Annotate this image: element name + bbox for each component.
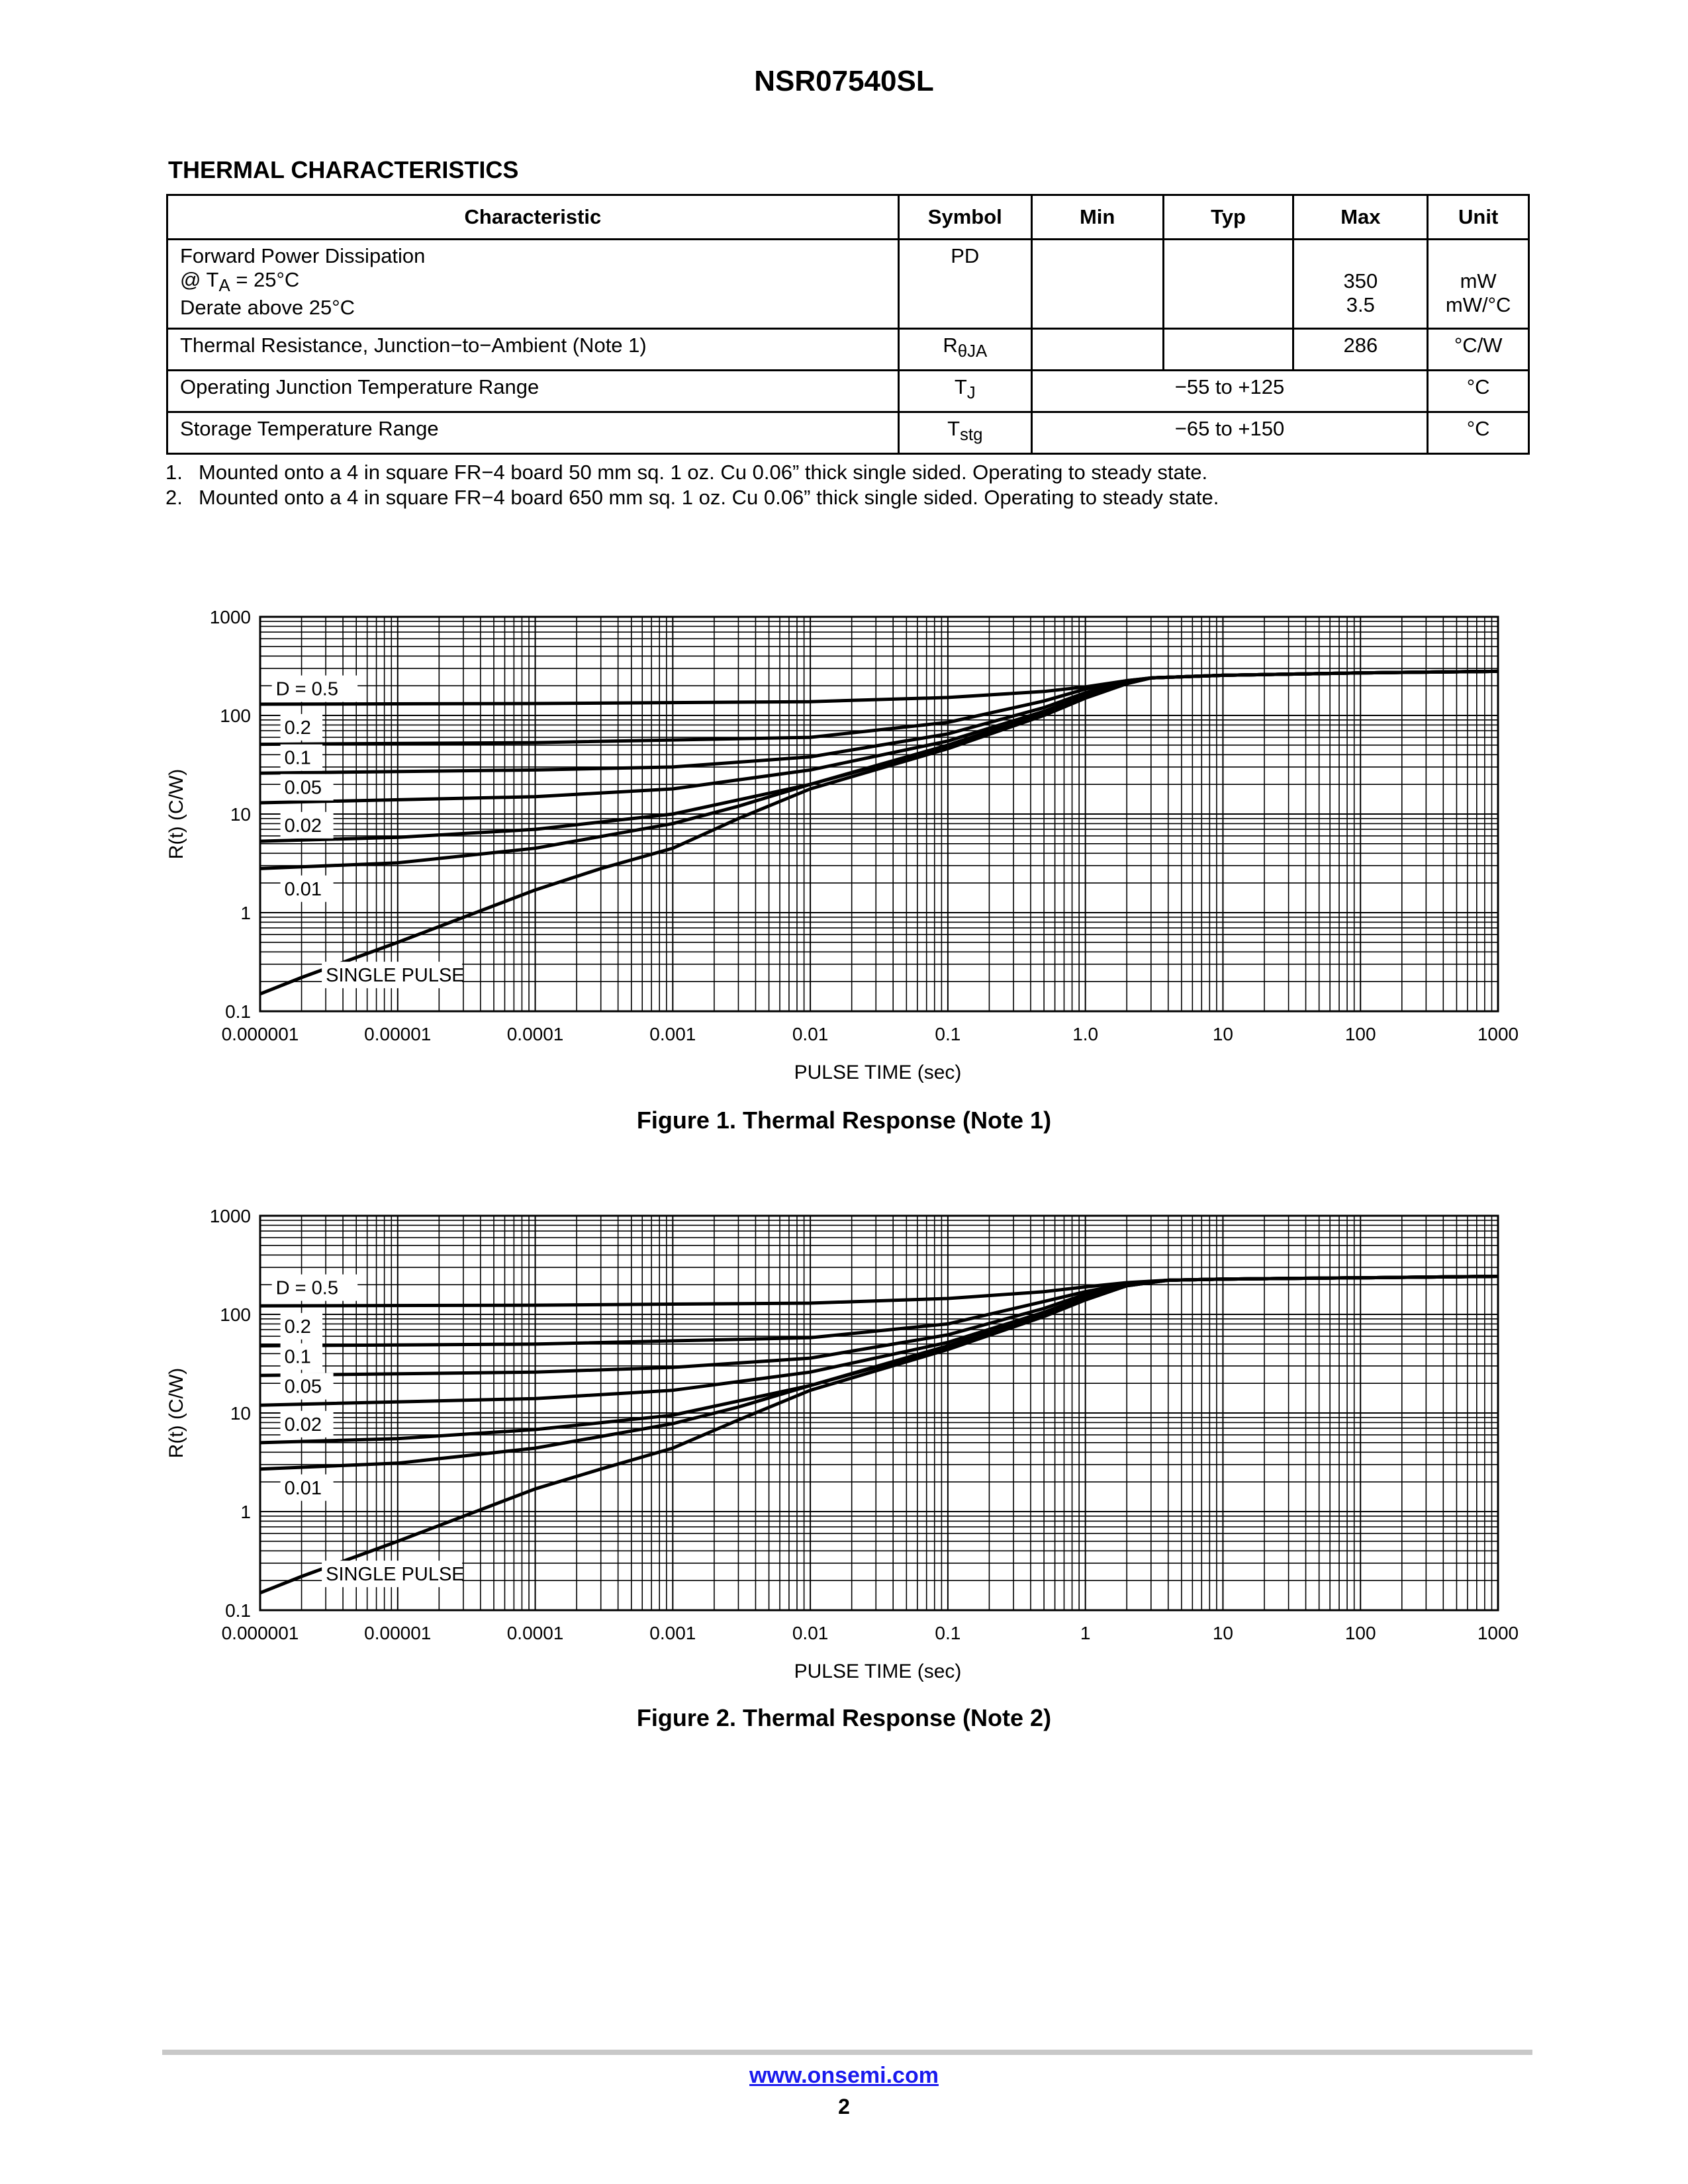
y-tick-label: 10 bbox=[230, 1403, 251, 1424]
power-char-sub: A bbox=[218, 277, 230, 296]
x-tick-label: 0.01 bbox=[792, 1024, 829, 1044]
footer-website-link[interactable]: www.onsemi.com bbox=[749, 2063, 939, 2088]
y-tick-label: 1 bbox=[240, 903, 251, 923]
x-tick-label: 100 bbox=[1344, 1623, 1376, 1643]
power-char-line1: Forward Power Dissipation bbox=[180, 244, 426, 267]
series-label: D = 0.5 bbox=[275, 678, 338, 700]
symbol-t: T bbox=[947, 417, 960, 440]
x-axis-label: PULSE TIME (sec) bbox=[794, 1062, 962, 1083]
series-label: 0.01 bbox=[284, 878, 322, 900]
y-axis-label: R(t) (C/W) bbox=[165, 768, 187, 860]
table-notes bbox=[165, 460, 1219, 510]
cell-range: −55 to +125 bbox=[1031, 371, 1428, 412]
cell-unit: °C bbox=[1428, 371, 1529, 412]
series-label: 0.2 bbox=[284, 1316, 311, 1338]
col-header-max: Max bbox=[1293, 195, 1428, 240]
table-row bbox=[167, 371, 1529, 412]
chart-grid bbox=[260, 617, 1498, 1011]
cell-max bbox=[1293, 240, 1428, 329]
note-2 bbox=[165, 485, 1219, 510]
x-tick-label: 0.0001 bbox=[506, 1024, 564, 1044]
y-tick-label: 10 bbox=[230, 804, 251, 825]
footer-divider bbox=[162, 2050, 1532, 2055]
power-unit-2: mW/°C bbox=[1445, 293, 1511, 316]
cell-min bbox=[1031, 240, 1163, 329]
series-line-d-0-5 bbox=[260, 1277, 1498, 1306]
x-tick-label: 0.001 bbox=[649, 1623, 696, 1643]
symbol-tstg-sub: stg bbox=[960, 426, 983, 445]
y-tick-label: 100 bbox=[220, 705, 251, 726]
col-header-min: Min bbox=[1031, 195, 1163, 240]
x-tick-label: 0.1 bbox=[935, 1024, 961, 1044]
cell-range: −65 to +150 bbox=[1031, 412, 1428, 454]
cell-symbol bbox=[898, 412, 1031, 454]
cell-symbol bbox=[898, 371, 1031, 412]
note-number: 1. bbox=[165, 461, 183, 484]
cell-typ bbox=[1163, 329, 1293, 371]
power-max-1: 350 bbox=[1343, 269, 1378, 293]
table-row bbox=[167, 240, 1529, 329]
series-line-0-05 bbox=[260, 1277, 1498, 1406]
x-tick-label: 1000 bbox=[1477, 1623, 1519, 1643]
cell-symbol bbox=[898, 329, 1031, 371]
symbol-t: T bbox=[954, 375, 967, 398]
page-number: 2 bbox=[838, 2095, 850, 2118]
y-tick-label: 1000 bbox=[209, 607, 251, 627]
x-tick-label: 0.00001 bbox=[364, 1623, 432, 1643]
col-header-characteristic: Characteristic bbox=[167, 195, 899, 240]
y-axis-label: R(t) (C/W) bbox=[165, 1367, 187, 1459]
power-char-at-t: @ T bbox=[180, 268, 219, 291]
y-tick-label: 0.1 bbox=[225, 1600, 251, 1621]
y-tick-label: 1 bbox=[240, 1502, 251, 1522]
x-tick-label: 10 bbox=[1212, 1024, 1234, 1044]
symbol-tj-sub: J bbox=[966, 384, 976, 403]
x-tick-label: 10 bbox=[1212, 1623, 1234, 1643]
table-header-row bbox=[167, 195, 1529, 240]
cell-unit: °C/W bbox=[1428, 329, 1529, 371]
series-line-d-0-5 bbox=[260, 671, 1498, 704]
cell-symbol: PD bbox=[898, 240, 1031, 329]
thermal-response-chart-2 bbox=[0, 1195, 1688, 1698]
cell-characteristic bbox=[167, 240, 899, 329]
series-label: 0.02 bbox=[284, 1414, 322, 1435]
series-label: 0.05 bbox=[284, 1376, 322, 1398]
power-max-2: 3.5 bbox=[1346, 293, 1375, 316]
series-label: 0.02 bbox=[284, 815, 322, 837]
cell-characteristic: Operating Junction Temperature Range bbox=[167, 371, 899, 412]
series-line-0-2 bbox=[260, 671, 1498, 744]
cell-min bbox=[1031, 329, 1163, 371]
note-1 bbox=[165, 460, 1219, 485]
figure-2-caption: Figure 2. Thermal Response (Note 2) bbox=[636, 1704, 1052, 1731]
x-tick-label: 1000 bbox=[1477, 1024, 1519, 1044]
power-unit-1: mW bbox=[1460, 269, 1497, 293]
note-number: 2. bbox=[165, 486, 183, 509]
x-tick-label: 1 bbox=[1080, 1623, 1091, 1643]
x-tick-label: 0.0001 bbox=[506, 1623, 564, 1643]
x-axis-label: PULSE TIME (sec) bbox=[794, 1661, 962, 1682]
power-char-line2 bbox=[180, 268, 886, 296]
symbol-r: R bbox=[943, 334, 958, 357]
symbol-r-sub: θJA bbox=[957, 342, 988, 361]
series-label: 0.1 bbox=[284, 747, 311, 769]
x-tick-label: 0.00001 bbox=[364, 1024, 432, 1044]
col-header-typ: Typ bbox=[1163, 195, 1293, 240]
table-row bbox=[167, 412, 1529, 454]
cell-max: 286 bbox=[1293, 329, 1428, 371]
cell-typ bbox=[1163, 240, 1293, 329]
series-line-0-1 bbox=[260, 1277, 1498, 1376]
col-header-symbol: Symbol bbox=[898, 195, 1031, 240]
series-label: 0.1 bbox=[284, 1346, 311, 1368]
series-label: SINGLE PULSE bbox=[326, 965, 465, 987]
x-tick-label: 1.0 bbox=[1072, 1024, 1099, 1044]
x-tick-label: 0.1 bbox=[935, 1623, 961, 1643]
series-label: 0.01 bbox=[284, 1477, 322, 1499]
series-label: 0.2 bbox=[284, 717, 311, 739]
x-tick-label: 0.01 bbox=[792, 1623, 829, 1643]
y-tick-label: 1000 bbox=[209, 1206, 251, 1226]
note-text: Mounted onto a 4 in square FR−4 board 650 mm sq. 1 oz. Cu 0.06” thick single sided. Operating to steady state. bbox=[199, 486, 1219, 509]
power-char-line3: Derate above 25°C bbox=[180, 296, 355, 320]
x-tick-label: 0.001 bbox=[649, 1024, 696, 1044]
series-label: 0.05 bbox=[284, 777, 322, 799]
cell-unit bbox=[1428, 240, 1529, 329]
col-header-unit: Unit bbox=[1428, 195, 1529, 240]
thermal-section-title: THERMAL CHARACTERISTICS bbox=[168, 156, 519, 183]
document-title: NSR07540SL bbox=[754, 65, 934, 97]
series-line-0-1 bbox=[260, 671, 1498, 773]
thermal-characteristics-table bbox=[166, 194, 1530, 455]
x-tick-label: 0.000001 bbox=[221, 1024, 299, 1044]
power-char-temp: = 25°C bbox=[230, 268, 300, 291]
series-label: SINGLE PULSE bbox=[326, 1564, 465, 1586]
x-tick-label: 100 bbox=[1344, 1024, 1376, 1044]
series-line-0-2 bbox=[260, 1277, 1498, 1346]
series-label: D = 0.5 bbox=[275, 1277, 338, 1299]
cell-characteristic: Storage Temperature Range bbox=[167, 412, 899, 454]
y-tick-label: 100 bbox=[220, 1304, 251, 1325]
x-tick-label: 0.000001 bbox=[221, 1623, 299, 1643]
note-text: Mounted onto a 4 in square FR−4 board 50 mm sq. 1 oz. Cu 0.06” thick single sided. Operating to steady state. bbox=[199, 461, 1208, 484]
chart-grid bbox=[260, 1216, 1498, 1610]
y-tick-label: 0.1 bbox=[225, 1001, 251, 1022]
table-row bbox=[167, 329, 1529, 371]
thermal-response-chart-1 bbox=[0, 596, 1688, 1099]
figure-1-caption: Figure 1. Thermal Response (Note 1) bbox=[636, 1107, 1052, 1134]
cell-characteristic: Thermal Resistance, Junction−to−Ambient (Note 1) bbox=[167, 329, 899, 371]
cell-unit: °C bbox=[1428, 412, 1529, 454]
